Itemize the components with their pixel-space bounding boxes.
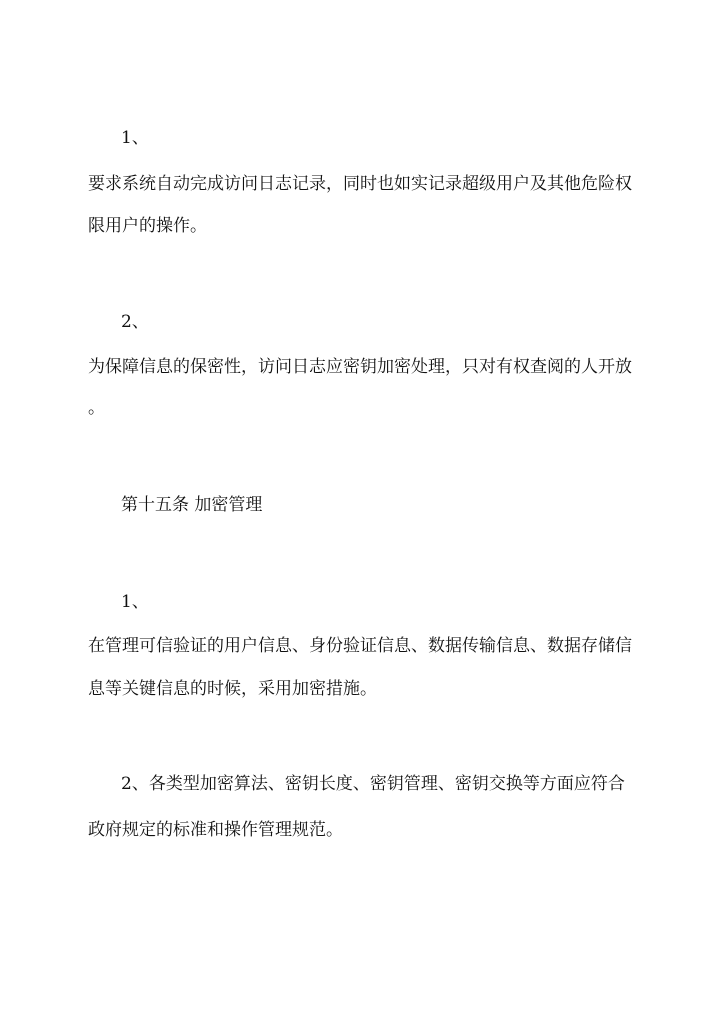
paragraph-line: 要求系统自动完成访问日志记录，同时也如实记录超级用户及其他危险权 xyxy=(88,174,632,194)
paragraph-line: 息等关键信息的时候，采用加密措施。 xyxy=(88,679,377,699)
paragraph-line: 。 xyxy=(88,398,105,418)
paragraph-line: 政府规定的标准和操作管理规范。 xyxy=(88,820,343,840)
item-number: 1、 xyxy=(121,592,149,612)
paragraph-line: 限用户的操作。 xyxy=(88,216,207,236)
paragraph-line: 为保障信息的保密性，访问日志应密钥加密处理，只对有权查阅的人开放 xyxy=(88,357,632,377)
section-heading: 第十五条 加密管理 xyxy=(121,495,263,515)
item-number: 1、 xyxy=(121,128,149,148)
paragraph-line: 在管理可信验证的用户信息、身份验证信息、数据传输信息、数据存储信 xyxy=(88,636,632,656)
paragraph-line: 2、各类型加密算法、密钥长度、密钥管理、密钥交换等方面应符合 xyxy=(121,774,625,794)
item-number: 2、 xyxy=(121,312,149,332)
